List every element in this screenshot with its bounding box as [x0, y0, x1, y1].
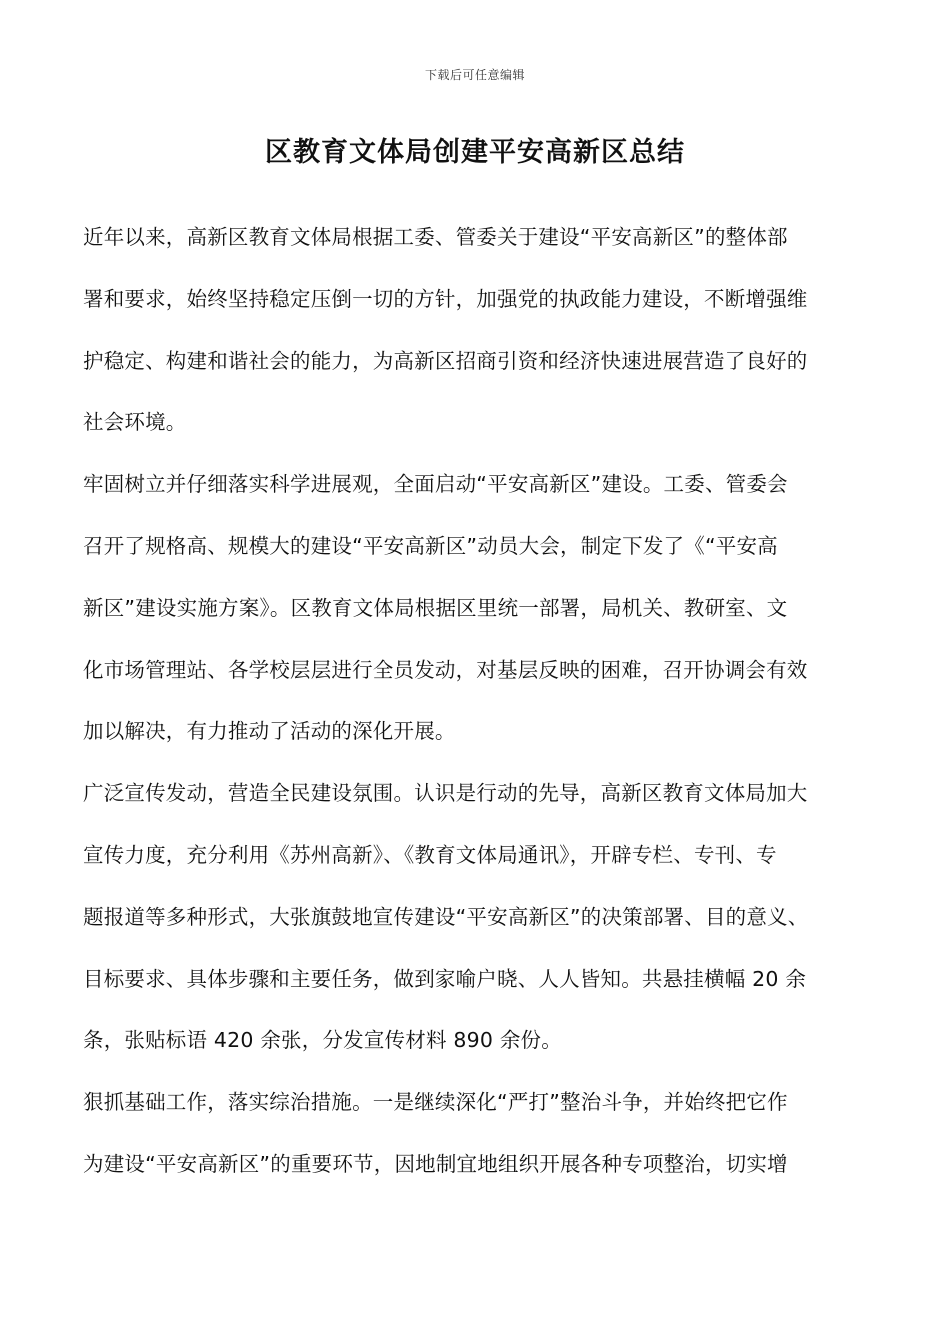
body-line: 广泛宣传发动，营造全民建设氛围。认识是行动的先导，高新区教育文体局加大 — [83, 781, 808, 806]
body-line: 近年以来，高新区教育文体局根据工委、管委关于建设“平安高新区”的整体部 — [83, 225, 788, 249]
document-title: 区教育文体局创建平安高新区总结 — [265, 137, 685, 168]
body-line: 条，张贴标语 420 余张，分发宣传材料 890 余份。 — [83, 1028, 562, 1053]
body-line: 化市场管理站、各学校层层进行全员发动，对基层反映的困难，召开协调会有效 — [83, 657, 808, 682]
header-note: 下载后可任意编辑 — [424, 68, 525, 82]
body-line: 宣传力度，充分利用《苏州高新》、《教育文体局通讯》，开辟专栏、专刊、专 — [83, 842, 777, 867]
body-line: 护稳定、构建和谐社会的能力，为高新区招商引资和经济快速进展营造了良好的 — [83, 348, 808, 373]
body-line: 为建设“平安高新区”的重要环节，因地制宜地组织开展各种专项整治，切实增 — [83, 1151, 788, 1176]
document-body — [83, 213, 873, 1202]
body-line: 牢固树立并仔细落实科学进展观，全面启动“平安高新区”建设。工委、管委会 — [83, 472, 788, 497]
body-line: 狠抓基础工作，落实综治措施。一是继续深化“严打”整治斗争，并始终把它作 — [83, 1090, 788, 1115]
body-line: 题报道等多种形式，大张旗鼓地宣传建设“平安高新区”的决策部署、目的意义、 — [83, 904, 809, 929]
body-line: 召开了规格高、规模大的建设“平安高新区”动员大会，制定下发了《“平安高 — [83, 533, 778, 558]
body-line: 社会环境。 — [83, 410, 187, 435]
body-line: 新区”建设实施方案》。区教育文体局根据区里统一部署，局机关、教研室、文 — [83, 595, 788, 620]
body-line: 加以解决，有力推动了活动的深化开展。 — [83, 719, 456, 744]
body-line: 目标要求、具体步骤和主要任务，做到家喻户晓、人人皆知。共悬挂横幅 20 余 — [83, 966, 807, 991]
body-line: 署和要求，始终坚持稳定压倒一切的方针，加强党的执政能力建设，不断增强维 — [83, 286, 808, 311]
